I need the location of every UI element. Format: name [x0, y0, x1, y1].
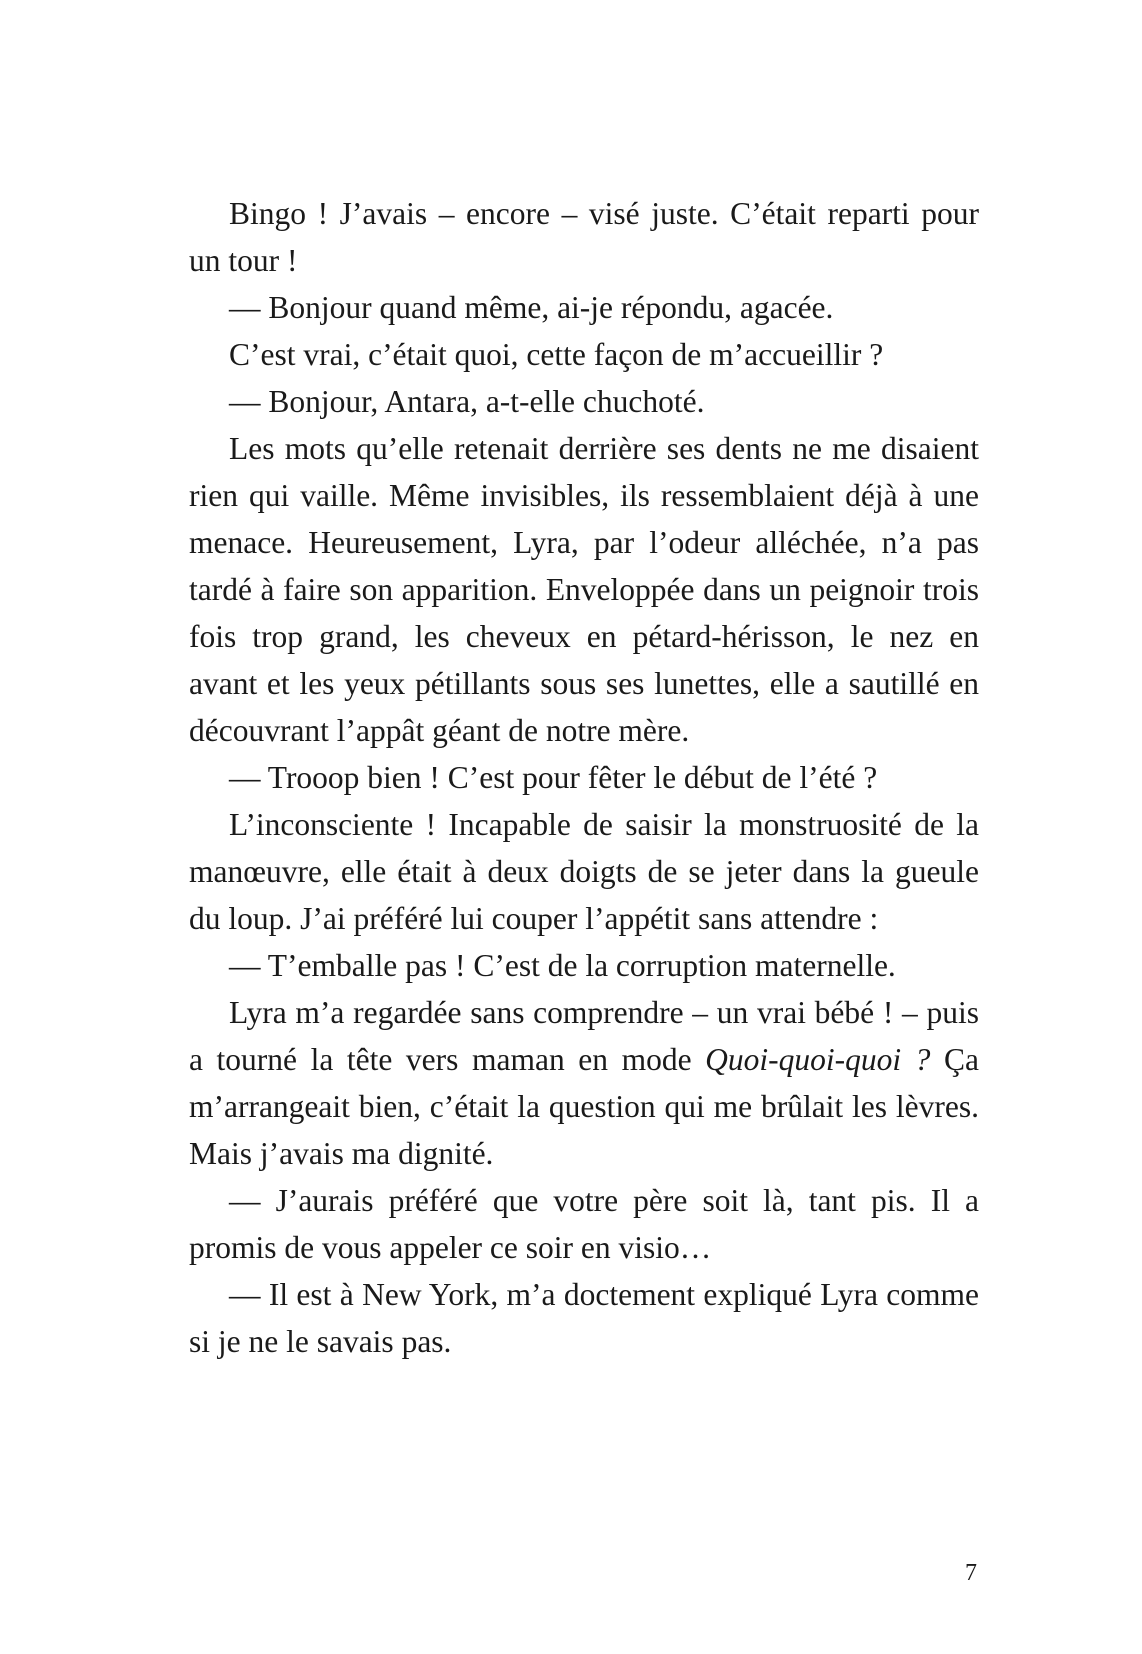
paragraph-10: — J’aurais préféré que votre père soit là, tant pis. Il a promis de vous appeler ce soir en visio… [189, 1183, 979, 1265]
paragraph-2: — Bonjour quand même, ai-je répondu, agacée. [229, 290, 834, 325]
paragraph-11: — Il est à New York, m’a doctement expliqué Lyra comme si je ne le savais pas. [189, 1277, 979, 1359]
paragraph-7: L’inconsciente ! Incapable de saisir la monstruosité de la manœuvre, elle était à deux doigts de se jeter dans la gueule du loup. J’ai préféré lui couper l’appétit sans attendre : [189, 807, 979, 936]
paragraph-4: — Bonjour, Antara, a-t-elle chuchoté. [229, 384, 705, 419]
page-number: 7 [965, 1560, 977, 1586]
paragraph-3: C’est vrai, c’était quoi, cette façon de m’accueillir ? [229, 337, 884, 372]
body-text [189, 190, 979, 1365]
paragraph-1: Bingo ! J’avais – encore – visé juste. C’était reparti pour un tour ! [189, 196, 979, 278]
paragraph-9-after: Ça m’arrangeait bien, c’était la question qui me brûlait les lèvres. Mais j’avais ma dignité. [189, 1042, 979, 1171]
paragraph-5: Les mots qu’elle retenait derrière ses dents ne me disaient rien qui vaille. Même invisibles, ils ressemblaient déjà à une menace. Heureusement, Lyra, par l’odeur alléchée, n’a pas tardé à faire son apparition. Enveloppée dans un peignoir trois fois trop grand, les cheveux en pétard-hérisson, le nez en avant et les yeux pétillants sous ses lunettes, elle a sautillé en découvrant l’appât géant de notre mère. [189, 431, 979, 748]
paragraph-6: — Trooop bien ! C’est pour fêter le début de l’été ? [229, 760, 878, 795]
paragraph-9 [189, 989, 979, 1177]
paragraph-8: — T’emballe pas ! C’est de la corruption maternelle. [229, 948, 896, 983]
paragraph-9-italic: Quoi-quoi-quoi ? [705, 1042, 931, 1077]
paragraph-9-before: Lyra m’a regardée sans comprendre – un vrai bébé ! – puis a tourné la tête vers maman en mode [189, 995, 979, 1077]
